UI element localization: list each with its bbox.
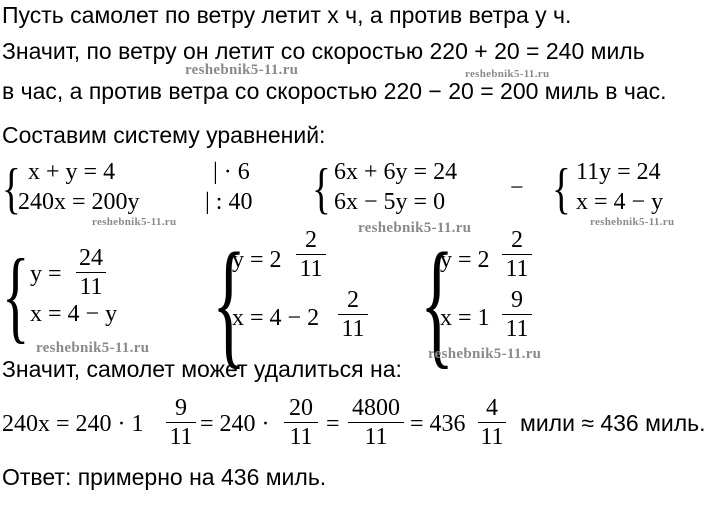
s2-arrow: − <box>510 175 524 201</box>
final-part-1: 240x = 240 · 1 <box>2 411 144 437</box>
s6-x-fraction: 9 11 <box>502 288 532 341</box>
final-fraction-4: 4 11 <box>478 396 506 449</box>
s4-y-lhs: y = <box>30 261 62 287</box>
s5-x-lhs: x = 4 − 2 <box>232 305 320 331</box>
s3-eq2: x = 4 − y <box>576 189 664 215</box>
speed-against-wind-line: в час, а против ветра со скоростью 220 − 20 = 200 миль в час. <box>2 78 667 104</box>
system-brace: { <box>2 238 30 353</box>
watermark: reshebnik5-11.ru <box>92 216 177 228</box>
s5-y-fraction: 2 11 <box>296 228 326 281</box>
system-brace: { <box>212 223 247 381</box>
final-fraction-3: 4800 11 <box>348 396 404 449</box>
watermark: reshebnik5-11.ru <box>358 220 472 236</box>
s5-y-lhs: y = 2 <box>232 247 282 273</box>
final-part-3: = <box>326 411 340 437</box>
s4-x-eq: x = 4 − y <box>30 301 118 327</box>
system-brace: { <box>2 158 21 220</box>
speed-with-wind-line: Значит, по ветру он летит со скоростью 220 + 20 = 240 миль <box>2 38 645 64</box>
final-part-2: = 240 · <box>200 411 270 437</box>
s1-op2: | : 40 <box>205 189 253 215</box>
final-part-4: = 436 <box>410 411 466 437</box>
system-brace: { <box>312 158 331 220</box>
final-fraction-1: 9 11 <box>166 396 196 449</box>
watermark: reshebnik5-11.ru <box>185 62 299 78</box>
final-fraction-2: 20 11 <box>284 396 318 449</box>
watermark: reshebnik5-11.ru <box>428 346 542 362</box>
watermark: reshebnik5-11.ru <box>36 340 150 356</box>
s2-eq2: 6x − 5y = 0 <box>334 189 446 215</box>
s4-y-fraction: 24 11 <box>76 246 106 299</box>
s6-y-lhs: y = 2 <box>440 247 490 273</box>
system-brace: { <box>420 223 455 381</box>
s6-y-fraction: 2 11 <box>502 228 532 281</box>
intro-line: Пусть самолет по ветру летит x ч, а против ветра y ч. <box>2 2 572 28</box>
s5-x-fraction: 2 11 <box>338 288 368 341</box>
s1-eq2: 240x = 200y <box>18 189 140 215</box>
watermark: reshebnik5-11.ru <box>590 216 675 228</box>
s2-eq1: 6x + 6y = 24 <box>334 159 458 185</box>
s1-op1: | · 6 <box>213 159 250 185</box>
s3-eq1: 11y = 24 <box>576 159 661 185</box>
final-part-5: мили ≈ 436 миль. <box>520 410 706 436</box>
system-brace: { <box>552 158 571 220</box>
watermark: reshebnik5-11.ru <box>465 68 550 80</box>
s1-eq1: x + y = 4 <box>28 159 116 185</box>
conclusion-line: Значит, самолет может удалиться на: <box>2 356 402 382</box>
system-heading: Составим систему уравнений: <box>2 122 326 148</box>
answer-line: Ответ: примерно на 436 миль. <box>2 464 327 490</box>
s6-x-lhs: x = 1 <box>440 305 490 331</box>
